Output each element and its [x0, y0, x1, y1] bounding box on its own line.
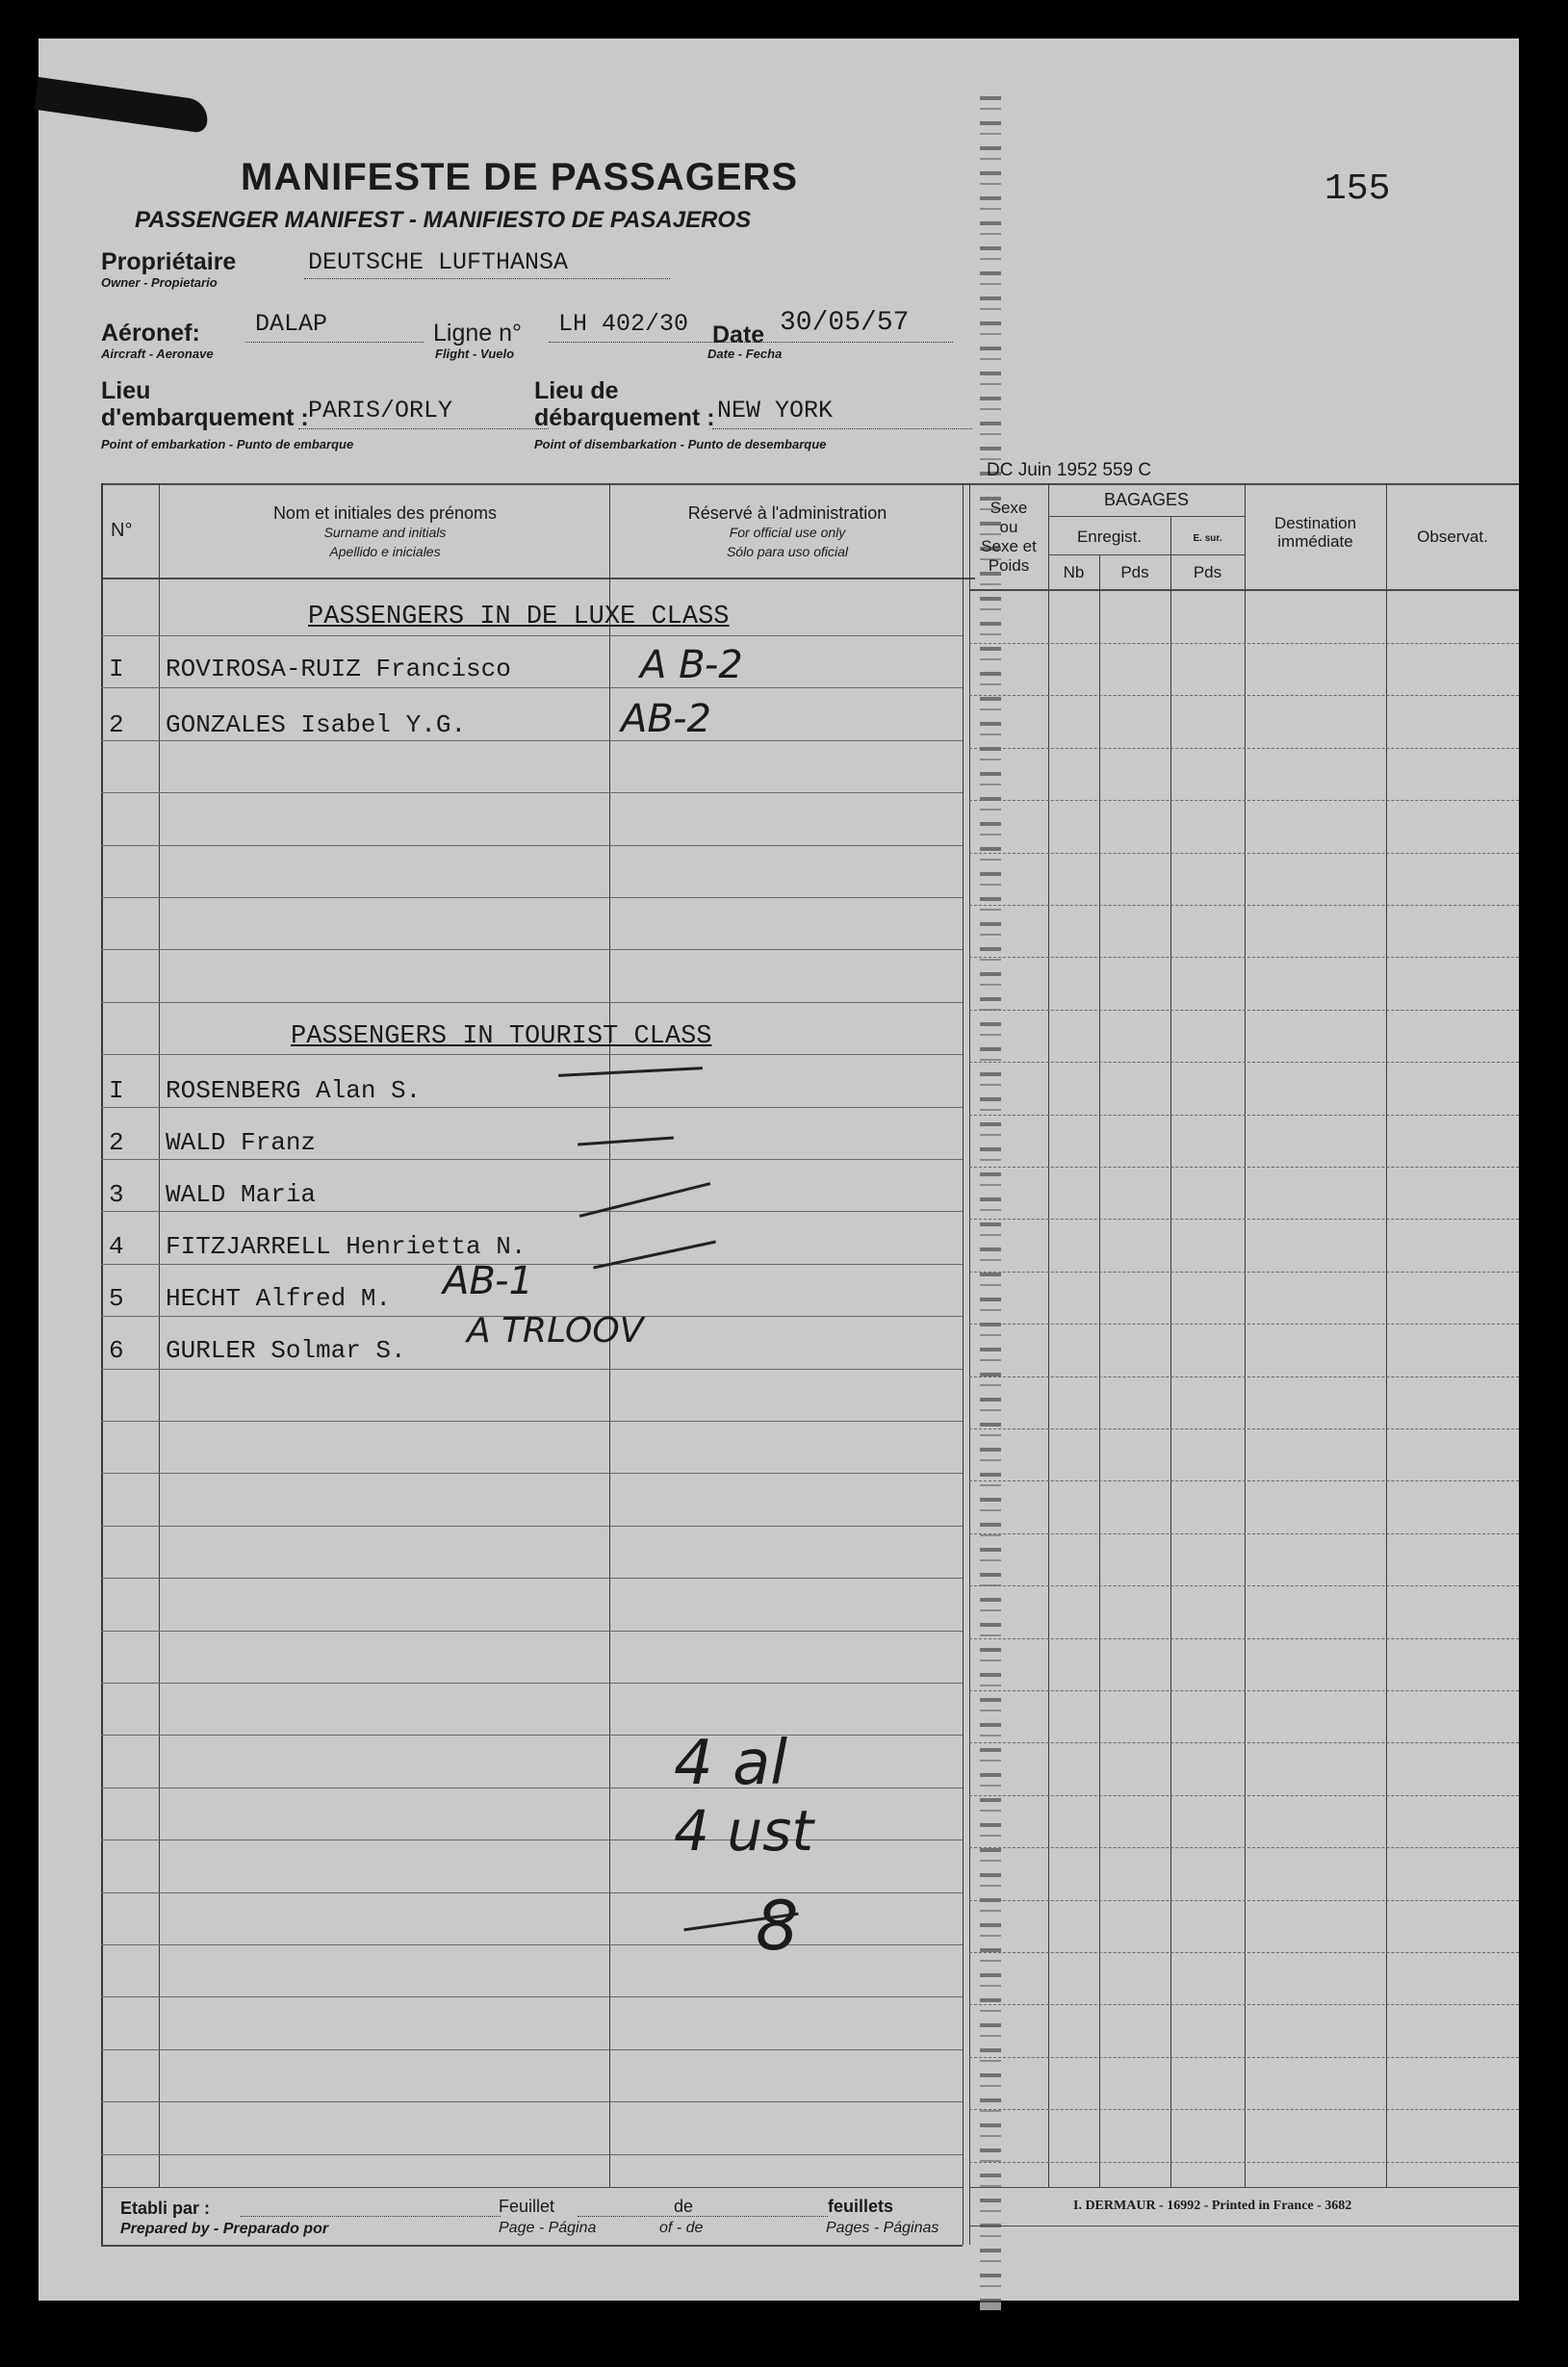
tourist-row-1-no: I	[109, 1076, 124, 1105]
page-subtitle: PASSENGER MANIFEST - MANIFIESTO DE PASAJEROS	[135, 207, 752, 233]
footer-de: de	[674, 2197, 694, 2216]
flight-date-line	[549, 342, 953, 343]
col-header-admin-fr: Réservé à l'administration	[687, 503, 887, 523]
deluxe-row-2-note: AB-2	[621, 697, 711, 741]
row-rule-right	[969, 1428, 1519, 1429]
col-excess-dest	[1245, 483, 1246, 2187]
row-rule-left	[101, 792, 963, 793]
row-rule-left	[101, 1944, 963, 1945]
row-rule-right	[969, 1272, 1519, 1273]
sexe-1: Sexe	[990, 499, 1028, 517]
col-header-name	[164, 504, 606, 561]
page-number: 155	[1324, 168, 1391, 210]
footer-feuillet-sub	[499, 2217, 596, 2237]
tally-line-1: 4 al	[674, 1728, 788, 1799]
row-rule-right	[969, 1847, 1519, 1848]
row-rule-left	[101, 1892, 963, 1893]
tourist-row-2-no: 2	[109, 1128, 124, 1157]
deluxe-row-1-note: A B-2	[640, 643, 743, 687]
tourist-row-5-no: 5	[109, 1284, 124, 1313]
row-rule-right	[969, 1638, 1519, 1639]
col-header-admin	[614, 504, 961, 561]
disembark-label-2: débarquement :	[534, 404, 715, 431]
deluxe-row-1-name: ROVIROSA-RUIZ Francisco	[166, 655, 511, 683]
row-rule-left	[101, 1421, 963, 1422]
flight-sublabel: Flight - Vuelo	[435, 347, 515, 361]
row-rule-right	[969, 1742, 1519, 1743]
embark-sublabel: Point of embarkation - Punto de embarque	[101, 437, 354, 451]
col-header-enregist: Enregist.	[1076, 527, 1143, 546]
aircraft-value: DALAP	[255, 310, 328, 338]
row-rule-left	[101, 635, 963, 636]
row-rule-left	[101, 2101, 963, 2102]
row-rule-left	[101, 1159, 963, 1160]
row-rule-left	[101, 1211, 963, 1212]
row-rule-right	[969, 905, 1519, 906]
row-rule-right	[969, 2004, 1519, 2005]
corner-mark	[34, 77, 210, 134]
row-rule-right	[969, 2162, 1519, 2163]
footer-prepared-sub	[120, 2218, 328, 2238]
row-rule-left	[101, 1578, 963, 1579]
disembark-line	[712, 428, 972, 429]
tally-total: 8	[756, 1887, 799, 1966]
footer-prepared-sub-text: Prepared by - Preparado por	[120, 2221, 329, 2237]
col-no-name	[159, 483, 160, 2187]
col-header-observ: Observat.	[1417, 527, 1488, 546]
row-rule-left	[101, 1526, 963, 1527]
tourist-row-3-no: 3	[109, 1180, 124, 1209]
footer-feuillet: Feuillet	[499, 2197, 555, 2216]
disembark-label-1: Lieu de	[534, 377, 619, 404]
footer-de-sub	[659, 2217, 703, 2237]
row-rule-left	[101, 897, 963, 898]
embark-label-1: Lieu	[101, 377, 151, 404]
footer-top-left	[101, 2187, 963, 2188]
row-rule-left	[101, 845, 963, 846]
row-rule-left	[101, 2049, 963, 2050]
row-rule-right	[969, 1376, 1519, 1377]
embark-line	[298, 428, 549, 429]
tally-line-2: 4 ust	[674, 1798, 814, 1864]
embark-label-2: d'embarquement :	[101, 404, 309, 431]
deluxe-row-1-no: I	[109, 655, 124, 683]
footer-feuillets-sub	[826, 2217, 938, 2237]
tourist-row-6-name: GURLER Solmar S.	[166, 1336, 406, 1365]
col-header-sexe	[970, 499, 1047, 576]
footer-printer: I. DERMAUR - 16992 - Printed in France - 3682	[1073, 2199, 1352, 2213]
col-header-name-es: Apellido e iniciales	[329, 544, 441, 559]
row-rule-right	[969, 1010, 1519, 1011]
col-header-nb: Nb	[1063, 563, 1085, 581]
row-rule-left	[101, 1002, 963, 1003]
col-sexe-nb	[1048, 483, 1049, 2187]
tick-mark-3	[579, 1182, 711, 1218]
manifest-page	[39, 39, 1519, 2301]
footer-de-sub-text: of - de	[659, 2220, 704, 2236]
row-rule-left	[101, 1054, 963, 1055]
footer-feuillets: feuillets	[828, 2197, 894, 2216]
section-deluxe: PASSENGERS IN DE LUXE CLASS	[308, 603, 730, 631]
row-rule-right	[969, 643, 1519, 644]
row-rule-left	[101, 1735, 963, 1736]
row-rule-right	[969, 1690, 1519, 1691]
col-header-admin-es: Sólo para uso oficial	[726, 544, 849, 559]
col-header-name-en: Surname and initials	[323, 525, 447, 540]
row-rule-right	[969, 2057, 1519, 2058]
tourist-row-4-no: 4	[109, 1232, 124, 1261]
row-rule-right	[969, 1115, 1519, 1116]
disembark-sublabel: Point of disembarkation - Punto de desembarque	[534, 437, 827, 451]
row-rule-right	[969, 1795, 1519, 1796]
aircraft-label: Aéronef:	[101, 320, 200, 347]
row-rule-right	[969, 1167, 1519, 1168]
col-header-destination	[1245, 514, 1386, 551]
tourist-row-5-note: AB-1	[443, 1259, 533, 1303]
row-rule-left	[101, 1631, 963, 1632]
col-header-admin-en: For official use only	[729, 525, 846, 540]
col-header-pds-excess: Pds	[1193, 563, 1222, 581]
row-rule-left	[101, 1996, 963, 1997]
row-rule-left	[101, 1473, 963, 1474]
sexe-4: Poids	[988, 556, 1030, 575]
col-dest-observ	[1386, 483, 1387, 2187]
header-bottom-left	[101, 578, 975, 579]
tourist-row-1-name: ROSENBERG Alan S.	[166, 1076, 422, 1105]
tourist-row-6-note: A TRLOOV	[467, 1311, 644, 1351]
aircraft-line	[245, 342, 424, 343]
owner-line	[304, 278, 670, 279]
row-rule-right	[969, 695, 1519, 696]
col-header-excess: E. sur.	[1193, 533, 1222, 544]
row-rule-left	[101, 1369, 963, 1370]
tourist-row-4-name: FITZJARRELL Henrietta N.	[166, 1232, 527, 1261]
row-rule-left	[101, 1683, 963, 1684]
footer-feuillet-sub-text: Page - Página	[499, 2220, 597, 2236]
flight-label: Ligne n°	[433, 320, 523, 347]
date-sublabel: Date - Fecha	[707, 347, 783, 361]
col-pds-excess	[1170, 516, 1171, 2187]
row-rule-left	[101, 2154, 963, 2155]
destination-2: immédiate	[1277, 532, 1353, 551]
col-left-border	[101, 483, 103, 2245]
tourist-row-6-no: 6	[109, 1336, 124, 1365]
tourist-row-2-name: WALD Franz	[166, 1128, 317, 1157]
deluxe-row-2-name: GONZALES Isabel Y.G.	[166, 710, 467, 739]
row-rule-right	[969, 1900, 1519, 1901]
row-rule-right	[969, 748, 1519, 749]
row-rule-right	[969, 1219, 1519, 1220]
date-value: 30/05/57	[780, 308, 910, 338]
section-tourist: PASSENGERS IN TOURIST CLASS	[291, 1022, 712, 1051]
sexe-2: ou	[999, 518, 1018, 536]
footer-prepared: Etabli par :	[120, 2199, 211, 2218]
footer-feuillets-sub-text: Pages - Páginas	[826, 2220, 939, 2236]
footer-top-right	[969, 2187, 1519, 2188]
row-rule-right	[969, 1533, 1519, 1534]
enregist-line	[1048, 554, 1245, 555]
row-rule-left	[101, 1107, 963, 1108]
aircraft-sublabel: Aircraft - Aeronave	[101, 347, 214, 361]
owner-value: DEUTSCHE LUFTHANSA	[308, 248, 569, 276]
row-rule-right	[969, 1324, 1519, 1325]
footer-bottom-left	[101, 2245, 963, 2247]
row-rule-right	[969, 800, 1519, 801]
embark-value: PARIS/ORLY	[308, 397, 453, 425]
row-rule-left	[101, 949, 963, 950]
row-rule-right	[969, 853, 1519, 854]
col-header-bagages: BAGAGES	[1103, 490, 1190, 509]
tourist-row-3-name: WALD Maria	[166, 1180, 317, 1209]
footer-bottom-right	[969, 2225, 1519, 2226]
owner-sublabel: Owner - Propietario	[101, 275, 218, 290]
tick-mark-1	[558, 1067, 703, 1077]
page-title: MANIFESTE DE PASSAGERS	[241, 156, 799, 198]
table-top-left	[101, 483, 975, 485]
date-label: Date	[712, 322, 765, 348]
row-rule-left	[101, 687, 963, 688]
bagages-line	[1048, 516, 1245, 517]
form-code: DC Juin 1952 559 C	[987, 460, 1152, 480]
row-rule-right	[969, 1585, 1519, 1586]
tick-mark-2	[578, 1137, 674, 1146]
col-header-name-fr: Nom et initiales des prénoms	[272, 503, 498, 523]
flight-value: LH 402/30	[558, 310, 689, 338]
footer-prepared-line	[241, 2216, 501, 2217]
sexe-3: Sexe et	[981, 537, 1037, 555]
row-rule-left	[101, 740, 963, 741]
col-header-no: N°	[111, 520, 133, 541]
binding-spine	[980, 96, 1001, 2310]
row-rule-right	[969, 957, 1519, 958]
destination-1: Destination	[1273, 514, 1357, 532]
row-rule-right	[969, 1952, 1519, 1953]
col-admin-right	[963, 483, 964, 2245]
row-rule-right	[969, 1062, 1519, 1063]
row-rule-right	[969, 2109, 1519, 2110]
footer-page-lines	[578, 2216, 828, 2217]
tourist-row-5-name: HECHT Alfred M.	[166, 1284, 392, 1313]
owner-label: Propriétaire	[101, 248, 237, 275]
row-rule-right	[969, 1480, 1519, 1481]
col-header-pds: Pds	[1120, 563, 1149, 581]
disembark-value: NEW YORK	[717, 397, 834, 425]
deluxe-row-2-no: 2	[109, 710, 124, 739]
